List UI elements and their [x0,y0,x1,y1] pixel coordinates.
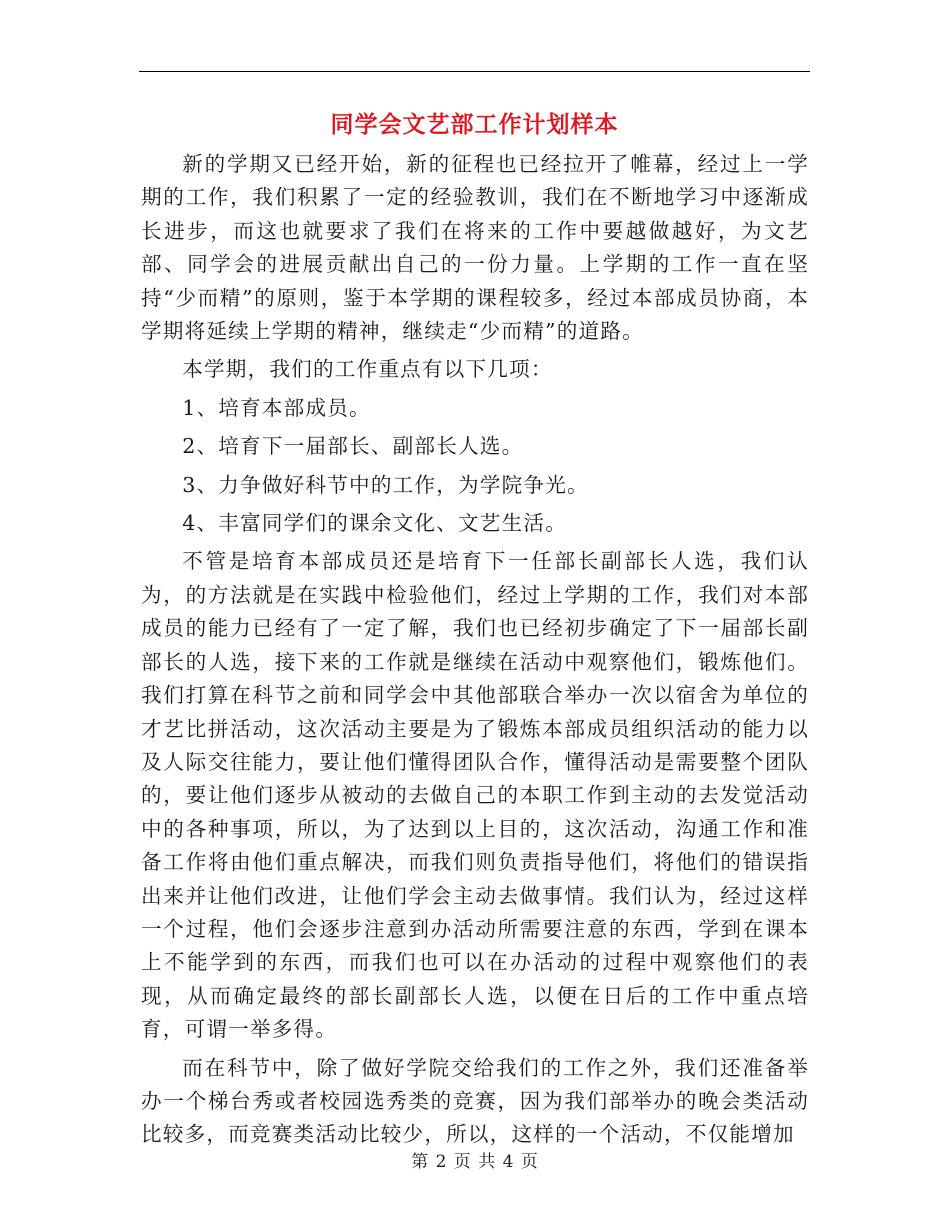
paragraph-science-festival: 而在科节中，除了做好学院交给我们的工作之外，我们还准备举办一个梯台秀或者校园选秀类的竞赛，因为我们部举办的晚会类活动比较多，而竞赛类活动比较少，所以，这样的一个活动，不仅能增加 [141,1055,809,1147]
paragraph-focus-heading: 本学期，我们的工作重点有以下几项： [182,357,553,382]
list-item-1: 1、培育本部成员。 [182,395,371,420]
header-rule [139,71,810,72]
paragraph-intro: 新的学期又已经开始，新的征程也已经拉开了帷幕，经过上一学期的工作，我们积累了一定的经验教训，我们在不断地学习中逐渐成长进步，而这也就要求了我们在将来的工作中要越做越好，为文艺部、同学会的进展贡献出自己的一份力量。上学期的工作一直在坚持“少而精”的原则，鉴于本学期的课程较多，经过本部成员协商，本学期将延续上学期的精神，继续走“少而精”的道路。 [141,152,809,344]
list-item-4: 4、丰富同学们的课余文化、文艺生活。 [182,511,567,536]
list-item-2: 2、培育下一届部长、副部长人选。 [182,434,524,459]
document-body [141,148,809,1157]
page-footer: 第 2 页 共 4 页 [411,1152,539,1172]
document-title: 同学会文艺部工作计划样本 [330,111,619,138]
list-item-3: 3、力争做好科节中的工作，为学院争光。 [182,472,589,497]
paragraph-training: 不管是培育本部成员还是培育下一任部长副部长人选，我们认为，的方法就是在实践中检验他们，经过上学期的工作，我们对本部成员的能力已经有了一定了解，我们也已经初步确定了下一届部长副部长的人选，接下来的工作就是继续在活动中观察他们，锻炼他们。我们打算在科节之前和同学会中其他部联合举办一次以宿舍为单位的才艺比拼活动，这次活动主要是为了锻炼本部成员组织活动的能力以及人际交往能力，要让他们懂得团队合作，懂得活动是需要整个团队的，要让他们逐步从被动的去做自己的本职工作到主动的去发觉活动中的各种事项，所以，为了达到以上目的，这次活动，沟通工作和准备工作将由他们重点解决，而我们则负责指导他们，将他们的错误指出来并让他们改进，让他们学会主动去做事情。我们认为，经过这样一个过程，他们会逐步注意到办活动所需要注意的东西，学到在课本上不能学到的东西，而我们也可以在办活动的过程中观察他们的表现，从而确定最终的部长副部长人选，以便在日后的工作中重点培育，可谓一举多得。 [141,549,809,1042]
